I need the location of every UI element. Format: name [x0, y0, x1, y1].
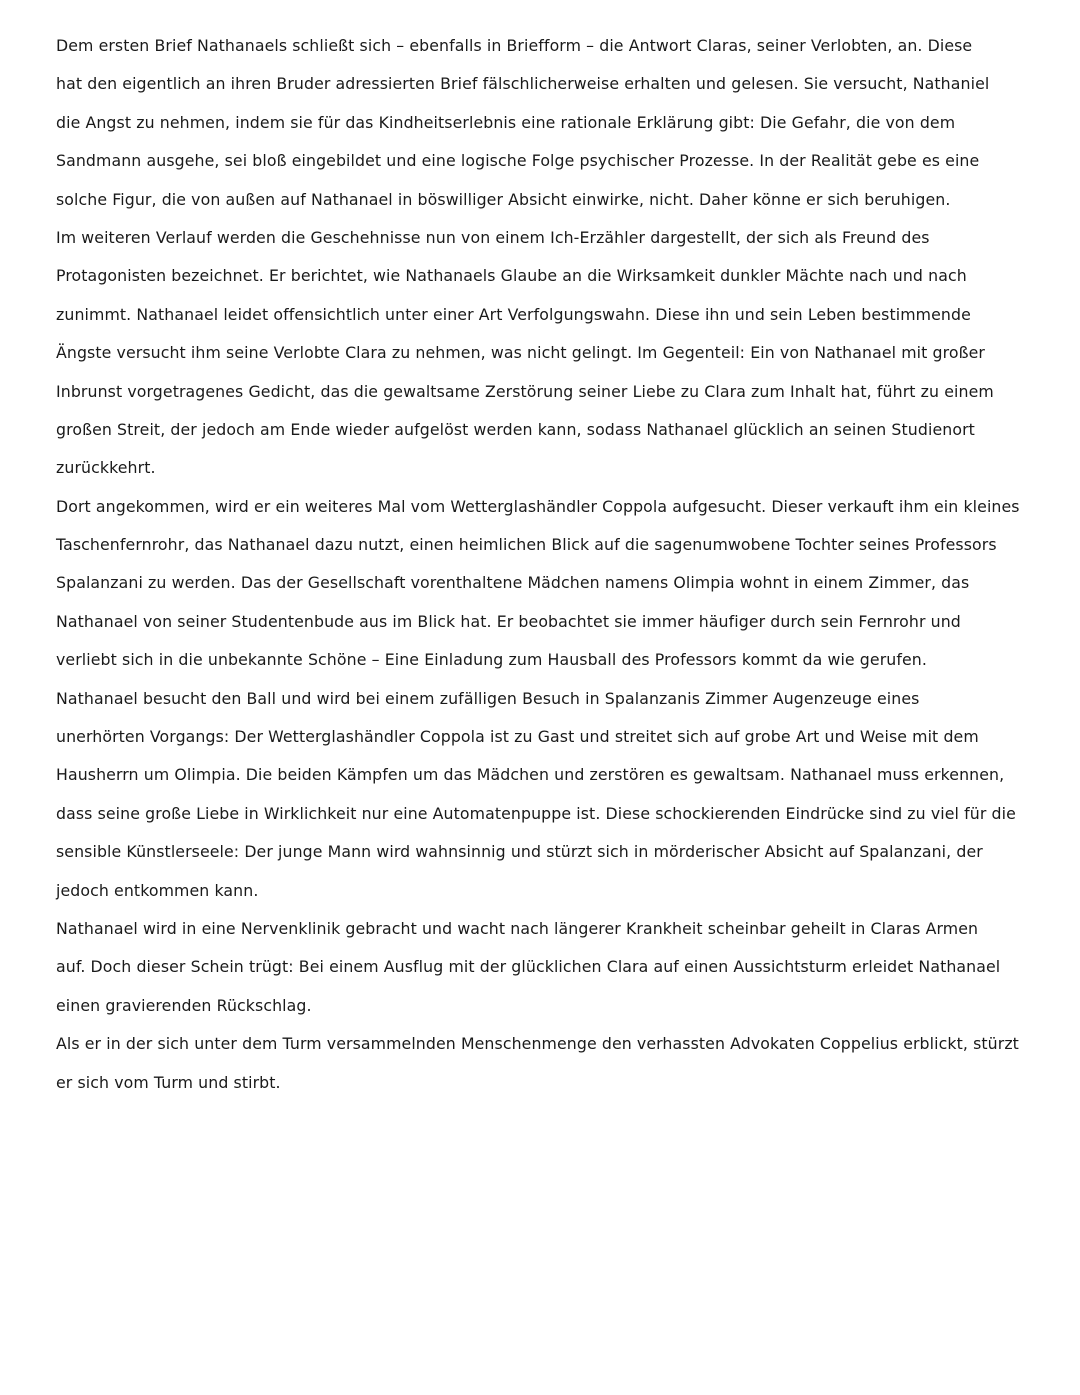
- text-line: einen gravierenden Rückschlag.: [56, 995, 312, 1015]
- text-line: Als er in der sich unter dem Turm versammelnden Menschenmenge den verhassten Advokaten Coppelius erblickt, stürzt: [56, 1034, 1019, 1054]
- text-line: auf. Doch dieser Schein trügt: Bei einem Ausflug mit der glücklichen Clara auf einen Aussichtsturm erleidet Nathanael: [56, 957, 1001, 977]
- text-line: Nathanael wird in eine Nervenklinik gebracht und wacht nach längerer Krankheit scheinbar geheilt in Claras Armen: [56, 918, 979, 938]
- text-line: verliebt sich in die unbekannte Schöne – Eine Einladung zum Hausball des Professors kommt da wie gerufen.: [56, 650, 927, 670]
- text-line: Im weiteren Verlauf werden die Geschehnisse nun von einem Ich-Erzähler dargestellt, der sich als Freund des: [56, 227, 930, 247]
- text-line: solche Figur, die von außen auf Nathanael in böswilliger Absicht einwirke, nicht. Daher könne er sich beruhigen.: [56, 189, 951, 209]
- text-line: Hausherrn um Olimpia. Die beiden Kämpfen um das Mädchen und zerstören es gewaltsam. Nathanael muss erkennen,: [56, 765, 1005, 785]
- text-line: Taschenfernrohr, das Nathanael dazu nutzt, einen heimlichen Blick auf die sagenumwobene Tochter seines Professors: [56, 535, 997, 555]
- text-line: Ängste versucht ihm seine Verlobte Clara zu nehmen, was nicht gelingt. Im Gegenteil: Ein von Nathanael mit großer: [56, 343, 985, 363]
- text-line: sensible Künstlerseele: Der junge Mann wird wahnsinnig und stürzt sich in mörderischer Absicht auf Spalanzani, der: [56, 842, 983, 862]
- text-line: hat den eigentlich an ihren Bruder adressierten Brief fälschlicherweise erhalten und gelesen. Sie versucht, Nathaniel: [56, 74, 990, 94]
- body-text: [56, 27, 1024, 1102]
- text-line: großen Streit, der jedoch am Ende wieder aufgelöst werden kann, sodass Nathanael glücklich an seinen Studienort: [56, 419, 975, 439]
- text-line: Spalanzani zu werden. Das der Gesellschaft vorenthaltene Mädchen namens Olimpia wohnt in einem Zimmer, das: [56, 573, 970, 593]
- text-line: Nathanael von seiner Studentenbude aus im Blick hat. Er beobachtet sie immer häufiger durch sein Fernrohr und: [56, 611, 961, 631]
- text-line: die Angst zu nehmen, indem sie für das Kindheitserlebnis eine rationale Erklärung gibt: Die Gefahr, die von dem: [56, 112, 956, 132]
- text-line: Sandmann ausgehe, sei bloß eingebildet und eine logische Folge psychischer Prozesse. In der Realität gebe es eine: [56, 151, 980, 171]
- text-line: Inbrunst vorgetragenes Gedicht, das die gewaltsame Zerstörung seiner Liebe zu Clara zum Inhalt hat, führt zu einem: [56, 381, 994, 401]
- text-line: Dem ersten Brief Nathanaels schließt sich – ebenfalls in Briefform – die Antwort Claras, seiner Verlobten, an. Diese: [56, 36, 973, 55]
- text-line: er sich vom Turm und stirbt.: [56, 1072, 281, 1092]
- text-line: zunimmt. Nathanael leidet offensichtlich unter einer Art Verfolgungswahn. Diese ihn und sein Leben bestimmende: [56, 304, 971, 324]
- text-line: jedoch entkommen kann.: [56, 880, 259, 900]
- text-line: zurückkehrt.: [56, 458, 156, 478]
- text-line: dass seine große Liebe in Wirklichkeit nur eine Automatenpuppe ist. Diese schockierenden Eindrücke sind zu viel für die: [56, 803, 1016, 823]
- text-line: Nathanael besucht den Ball und wird bei einem zufälligen Besuch in Spalanzanis Zimmer Augenzeuge eines: [56, 688, 920, 708]
- text-line: unerhörten Vorgangs: Der Wetterglashändler Coppola ist zu Gast und streitet sich auf grobe Art und Weise mit dem: [56, 727, 979, 747]
- text-line: Protagonisten bezeichnet. Er berichtet, wie Nathanaels Glaube an die Wirksamkeit dunkler Mächte nach und nach: [56, 266, 967, 286]
- text-line: Dort angekommen, wird er ein weiteres Mal vom Wetterglashändler Coppola aufgesucht. Dieser verkauft ihm ein kleines: [56, 496, 1020, 516]
